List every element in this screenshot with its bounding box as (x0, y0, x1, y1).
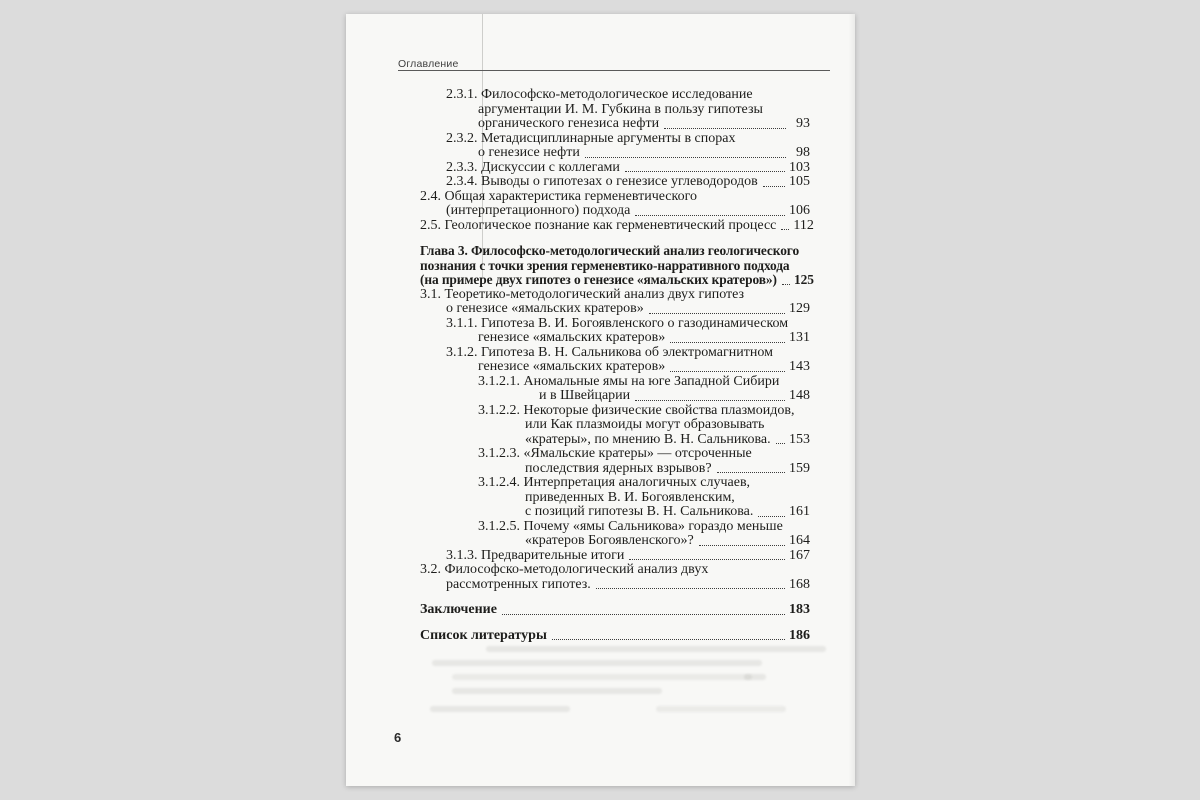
showthrough-artifact (486, 646, 826, 652)
showthrough-artifact (744, 674, 766, 680)
dot-leader (670, 371, 785, 372)
toc-line (525, 433, 810, 448)
toc-entry (420, 346, 810, 375)
toc-entry-text: «кратеры», по мнению В. Н. Сальникова. (525, 431, 771, 447)
dot-leader (670, 342, 785, 343)
toc-entry-text: аргументации И. М. Губкина в пользу гипотезы (478, 101, 763, 117)
toc-entry-text: 2.3.3. Дискуссии с коллегами (446, 159, 620, 175)
running-head: Оглавление (398, 58, 459, 70)
toc-entry-text: 2.4. Общая характеристика герменевтического (420, 188, 697, 204)
dot-leader (664, 128, 786, 129)
toc-entry-text: или Как плазмоиды могут образовывать (525, 417, 765, 432)
toc-page-number: 105 (789, 174, 810, 189)
dot-leader (552, 639, 785, 640)
toc-page-number: 129 (789, 301, 810, 316)
toc-line (478, 103, 810, 118)
dot-leader (635, 400, 785, 401)
toc-line (446, 317, 810, 332)
toc-entry-text: органического генезиса нефти (478, 116, 660, 131)
toc-line (478, 404, 810, 419)
dot-leader (502, 614, 785, 615)
toc-page-number: 183 (789, 602, 810, 617)
scanned-page (346, 14, 855, 786)
toc-line (420, 217, 814, 234)
toc-page-number: 93 (796, 116, 810, 131)
toc-line (446, 175, 810, 190)
toc-page-number: 161 (789, 504, 810, 519)
dot-leader (629, 559, 785, 560)
dot-leader (776, 443, 785, 444)
toc-list (420, 87, 814, 643)
toc-entry (420, 317, 810, 346)
toc-line (478, 476, 810, 491)
toc-entry (420, 88, 810, 132)
toc-page-number: 112 (793, 217, 814, 233)
dot-leader (781, 229, 789, 230)
toc-page-number: 98 (796, 145, 810, 160)
toc-line (478, 447, 810, 462)
toc-entry-text: с позиций гипотезы В. Н. Сальникова. (525, 504, 754, 519)
dot-leader (649, 313, 785, 314)
toc-line (420, 190, 810, 205)
toc-entry-text: «кратеров Богоявленского»? (525, 533, 694, 548)
toc-entry (420, 132, 810, 161)
toc-entry-text: 3.1.2. Гипотеза В. Н. Сальникова об электромагнитном (446, 344, 773, 360)
dot-leader (758, 516, 785, 517)
toc-line (478, 331, 810, 346)
toc-page-number: 186 (789, 627, 810, 643)
toc-entry (420, 217, 814, 234)
toc-page-number: 164 (789, 533, 810, 548)
toc-line (420, 259, 810, 274)
toc-page-number: 153 (789, 431, 810, 447)
toc-line (446, 161, 810, 176)
dot-leader (625, 171, 785, 172)
toc-entry-text: познания с точки зрения герменевтико-нарративного подхода (420, 257, 790, 273)
showthrough-artifact (452, 674, 752, 680)
dot-leader (717, 472, 785, 473)
toc-line (446, 578, 810, 593)
toc-line (446, 346, 810, 361)
toc-page-number: 131 (789, 330, 810, 345)
toc-line (446, 549, 810, 564)
toc-entry-text: 2.3.2. Метадисциплинарные аргументы в спорах (446, 130, 736, 146)
toc-entry-text: последствия ядерных взрывов? (525, 460, 712, 476)
toc-page-number: 159 (789, 460, 810, 476)
toc-entry-text: (на примере двух гипотез о генезисе «ямальских кратеров») (420, 272, 777, 287)
toc-line (478, 360, 810, 375)
toc-entry-text: 3.1.2.1. Аномальные ямы на юге Западной Сибири (478, 373, 780, 389)
toc-entry (420, 175, 810, 190)
toc-entry (420, 629, 810, 644)
page-number: 6 (394, 730, 402, 745)
toc-page-number: 167 (789, 547, 810, 563)
toc-line (478, 117, 810, 132)
toc-page-number: 143 (789, 359, 810, 374)
toc-group-gap (420, 618, 810, 629)
toc-line (525, 534, 810, 549)
toc-entry (420, 447, 810, 476)
toc-line (420, 272, 814, 288)
toc-entry-text: 2.3.4. Выводы о гипотезах о генезисе углеводородов (446, 174, 758, 189)
toc-entry-text: о генезисе нефти (478, 145, 580, 160)
toc-entry-text: о генезисе «ямальских кратеров» (446, 301, 644, 316)
showthrough-artifact (452, 688, 662, 694)
toc-entry (420, 549, 810, 564)
toc-page-number: 103 (789, 159, 810, 175)
toc-line (420, 244, 810, 259)
toc-line (525, 418, 810, 433)
toc-entry-text: Глава 3. Философско-методологический анализ геологического (420, 243, 800, 258)
toc-entry-text: 3.1. Теоретико-методологический анализ двух гипотез (420, 286, 745, 302)
toc-entry (420, 563, 810, 592)
toc-line (420, 603, 810, 618)
toc-line (446, 132, 810, 147)
toc-line (478, 146, 810, 161)
toc-entry-text: 3.1.1. Гипотеза В. И. Богоявленского о газодинамическом (446, 315, 789, 331)
dot-leader (699, 545, 785, 546)
header-rule (398, 70, 830, 71)
toc-entry (420, 404, 810, 448)
toc-line (525, 462, 810, 477)
dot-leader (585, 157, 786, 158)
toc-entry (420, 190, 810, 219)
showthrough-artifact (656, 706, 786, 712)
toc-entry-text: и в Швейцарии (525, 388, 631, 403)
toc-entry (420, 603, 810, 618)
toc-entry-text: 3.1.3. Предварительные итоги (446, 547, 625, 563)
toc-line (446, 302, 810, 317)
toc-entry-text: 3.1.2.5. Почему «ямы Сальникова» гораздо меньше (478, 518, 783, 534)
toc-page-number: 148 (789, 388, 810, 403)
toc-entry-text: приведенных В. И. Богоявленским, (525, 489, 735, 505)
toc-line (525, 389, 810, 404)
toc-line (525, 505, 810, 520)
toc-entry-text: 2.3.1. Философско-методологическое исследование (446, 87, 753, 102)
toc-line (478, 375, 810, 390)
toc-line (420, 629, 810, 644)
toc-entry-text: 3.2. Философско-методологический анализ двух (420, 562, 709, 577)
toc-entry-text: рассмотренных гипотез. (446, 576, 591, 592)
toc-entry (420, 375, 810, 404)
toc-line (446, 88, 810, 103)
toc-entry (420, 520, 810, 549)
toc-entry (420, 161, 810, 176)
dot-leader (763, 186, 785, 187)
toc-line (478, 520, 810, 535)
toc-entry-text: 2.5. Геологическое познание как герменевтический процесс (420, 217, 777, 233)
showthrough-artifact (432, 660, 762, 666)
toc-page-number: 168 (789, 576, 810, 592)
toc-entry-text: 3.1.2.4. Интерпретация аналогичных случаев, (478, 475, 751, 490)
toc-entry (420, 476, 810, 520)
toc-line (525, 491, 810, 506)
toc-line (446, 204, 810, 219)
dot-leader (635, 215, 785, 216)
dot-leader (782, 284, 790, 285)
toc-line (420, 563, 810, 578)
toc-entry-text: (интерпретационного) подхода (446, 203, 631, 218)
toc-entry-text: Список литературы (420, 627, 547, 643)
dot-leader (596, 588, 785, 589)
toc-entry-text: Заключение (420, 602, 497, 617)
toc-line (420, 288, 810, 303)
toc-page-number: 125 (794, 272, 814, 287)
toc-entry-text: генезисе «ямальских кратеров» (478, 330, 666, 345)
toc-entry-text: генезисе «ямальских кратеров» (478, 359, 666, 374)
toc-entry (420, 288, 810, 317)
toc-entry-text: 3.1.2.3. «Ямальские кратеры» — отсроченные (478, 446, 752, 461)
toc-page-number: 106 (789, 203, 810, 218)
toc-entry-text: 3.1.2.2. Некоторые физические свойства плазмоидов, (478, 402, 795, 418)
toc-entry (420, 243, 814, 288)
showthrough-artifact (430, 706, 570, 712)
